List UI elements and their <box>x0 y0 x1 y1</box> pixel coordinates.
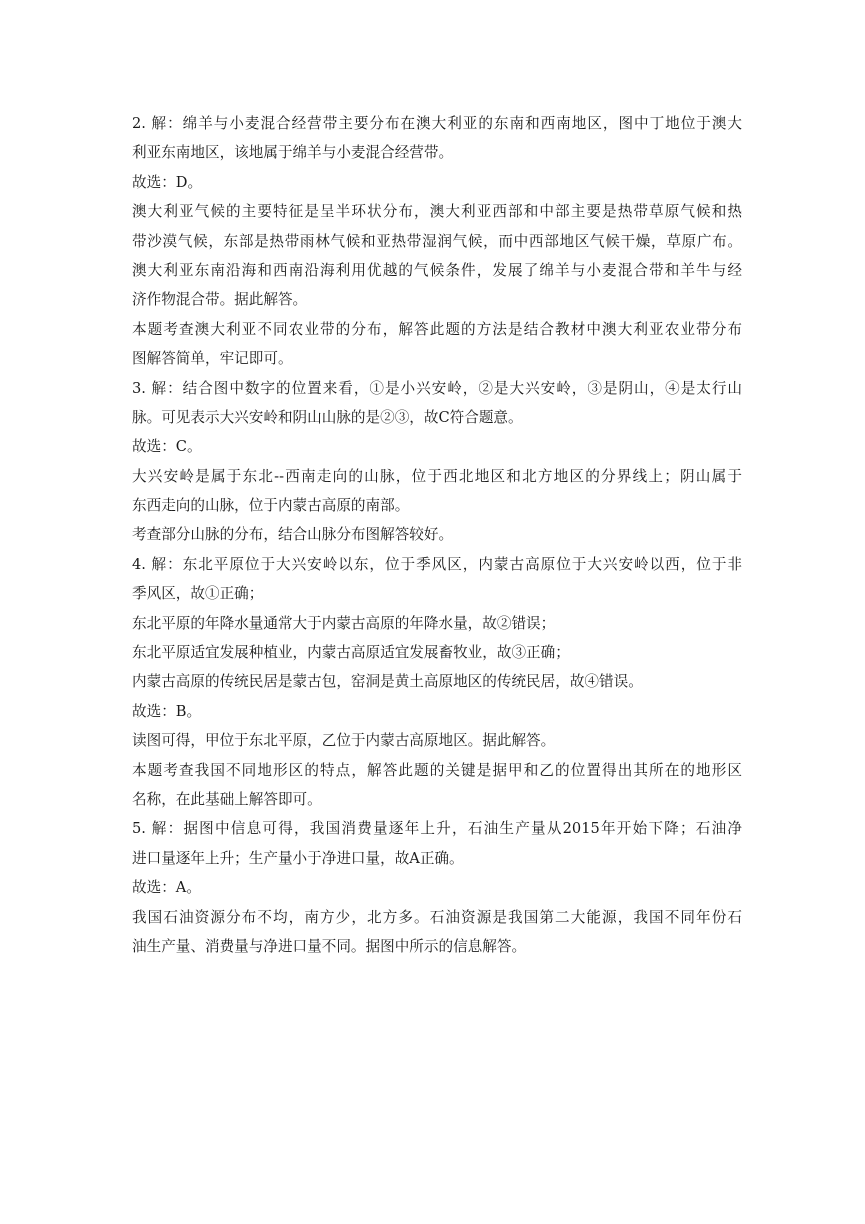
text-line: 澳大利亚东南沿海和西南沿海利用优越的气候条件，发展了绵羊与小麦混合带和羊牛与经 <box>132 261 742 279</box>
text-line: 图解答简单，牢记即可。 <box>132 350 293 368</box>
text-line: 故选：A。 <box>132 879 201 897</box>
text-line: 季风区，故①正确； <box>132 585 264 603</box>
text-line: 我国石油资源分布不均，南方少，北方多。石油资源是我国第二大能源，我国不同年份石 <box>132 908 742 926</box>
text-line: 2. 解：绵羊与小麦混合经营带主要分布在澳大利亚的东南和西南地区，图中丁地位于澳大 <box>132 115 742 132</box>
text-line: 带沙漠气候，东部是热带雨林气候和亚热带湿润气候，而中西部地区气候干燥，草原广布。 <box>132 232 742 250</box>
text-line: 3. 解：结合图中数字的位置来看，①是小兴安岭，②是大兴安岭，③是阴山，④是太行山 <box>132 379 742 397</box>
text-line: 名称，在此基础上解答即可。 <box>132 790 322 808</box>
answer-text-body <box>132 109 742 961</box>
text-line: 4. 解：东北平原位于大兴安岭以东，位于季风区，内蒙古高原位于大兴安岭以西，位于非 <box>132 555 742 573</box>
text-line: 大兴安岭是属于东北--西南走向的山脉，位于西北地区和北方地区的分界线上；阴山属于 <box>132 467 742 485</box>
text-line: 济作物混合带。据此解答。 <box>132 291 308 309</box>
text-line: 东北平原适宜发展种植业，内蒙古高原适宜发展畜牧业，故③正确； <box>132 644 570 662</box>
text-line: 澳大利亚气候的主要特征是呈半环状分布，澳大利亚西部和中部主要是热带草原气候和热 <box>132 203 742 221</box>
text-line: 考查部分山脉的分布，结合山脉分布图解答较好。 <box>132 526 454 544</box>
text-line: 利亚东南地区，该地属于绵羊与小麦混合经营带。 <box>132 144 454 162</box>
text-line: 读图可得，甲位于东北平原，乙位于内蒙古高原地区。据此解答。 <box>132 732 556 750</box>
text-line: 故选：C。 <box>132 438 202 456</box>
text-line: 东北平原的年降水量通常大于内蒙古高原的年降水量，故②错误； <box>132 614 556 632</box>
text-line: 故选：B。 <box>132 702 202 720</box>
text-line: 5. 解：据图中信息可得，我国消费量逐年上升，石油生产量从2015年开始下降；石油净 <box>132 820 742 838</box>
text-line: 本题考查我国不同地形区的特点，解答此题的关键是据甲和乙的位置得出其所在的地形区 <box>132 761 742 779</box>
text-line: 内蒙古高原的传统民居是蒙古包，窑洞是黄土高原地区的传统民居，故④错误。 <box>132 673 643 691</box>
text-line: 本题考查澳大利亚不同农业带的分布，解答此题的方法是结合教材中澳大利亚农业带分布 <box>132 320 742 338</box>
text-line: 故选：D。 <box>132 173 203 191</box>
text-line: 进口量逐年上升；生产量小于净进口量，故A正确。 <box>132 849 464 867</box>
text-line: 东西走向的山脉，位于内蒙古高原的南部。 <box>132 497 410 515</box>
text-line: 油生产量、消费量与净进口量不同。据图中所示的信息解答。 <box>132 937 527 955</box>
text-line: 脉。可见表示大兴安岭和阴山山脉的是②③，故C符合题意。 <box>132 408 523 426</box>
